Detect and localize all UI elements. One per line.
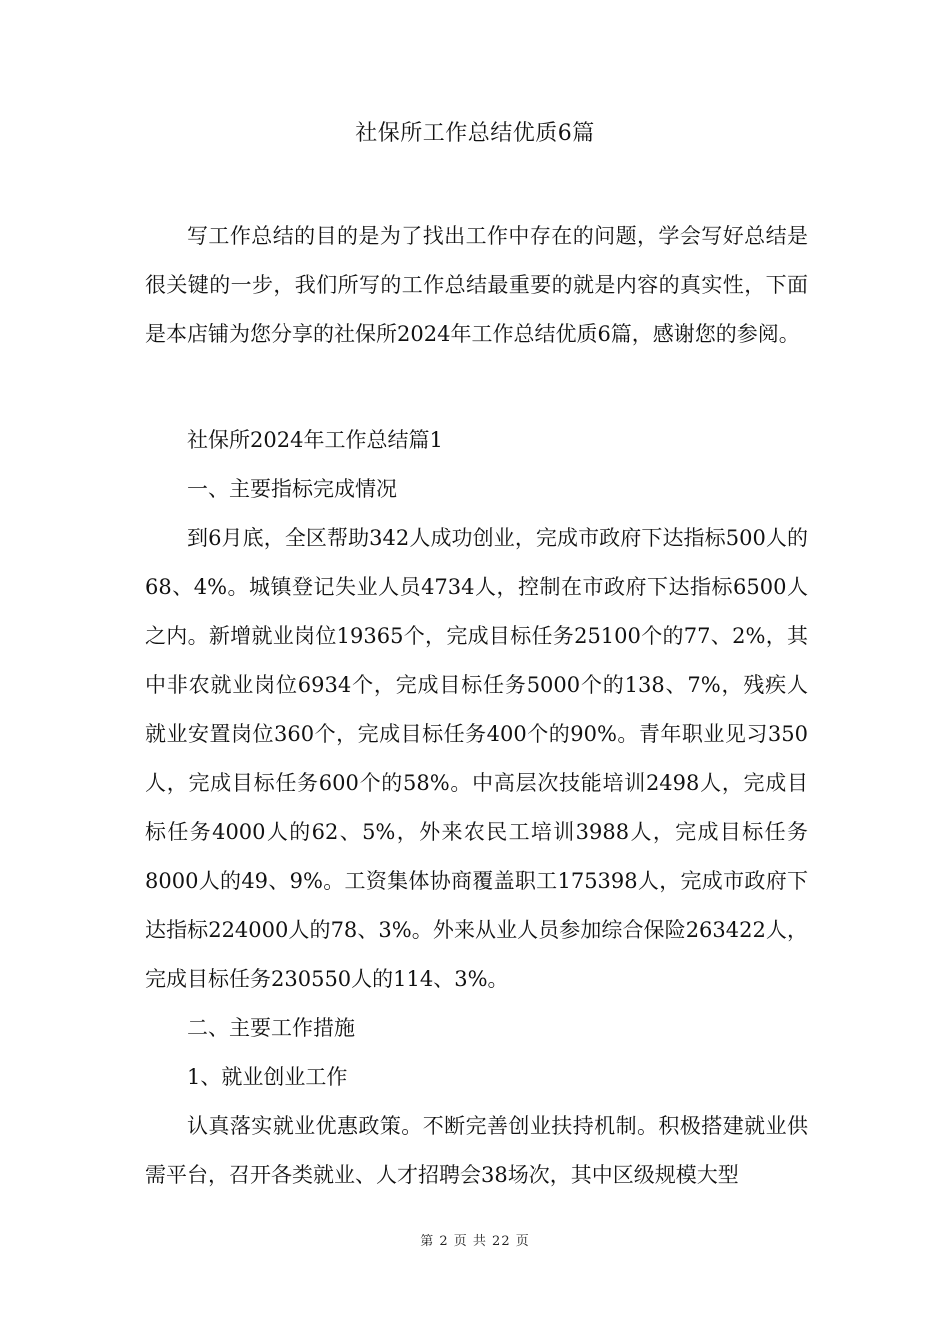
intro-paragraph: 写工作总结的目的是为了找出工作中存在的问题，学会写好总结是很关键的一步，我们所写的工作总结最重要的就是内容的真实性，下面是本店铺为您分享的社保所2024年工作总结优质6篇，感谢您的参阅。 [145,224,808,346]
subheading-employment: 1、就业创业工作 [187,1065,348,1089]
heading-main-indicators: 一、主要指标完成情况 [187,477,397,501]
intro-section [145,212,808,359]
content-section [145,416,808,1200]
document-title: 社保所工作总结优质6篇 [355,121,595,146]
indicators-paragraph: 到6月底，全区帮助342人成功创业，完成市政府下达指标500人的68、4%。城镇登记失业人员4734人，控制在市政府下达指标6500人之内。新增就业岗位19365个，完成目标任务25100个的77、2%，其中非农就业岗位6934个，完成目标任务5000个的138、7%，残疾人就业安置岗位360个，完成目标任务400个的90%。青年职业见习350人，完成目标任务600个的58%。中高层次技能培训2498人，完成目标任务4000人的62、5%，外来农民工培训3988人，完成目标任务8000人的49、9%。工资集体协商覆盖职工175398人，完成市政府下达指标224000人的78、3%。外来从业人员参加综合保险263422人，完成目标任务230550人的114、3%。 [145,526,808,991]
page-number-footer: 第 2 页 共 22 页 [420,1234,530,1249]
heading-main-measures: 二、主要工作措施 [187,1016,355,1040]
section-heading-part-1: 社保所2024年工作总结篇1 [187,428,443,452]
employment-paragraph: 认真落实就业优惠政策。不断完善创业扶持机制。积极搭建就业供需平台，召开各类就业、人才招聘会38场次，其中区级规模大型 [145,1114,808,1187]
